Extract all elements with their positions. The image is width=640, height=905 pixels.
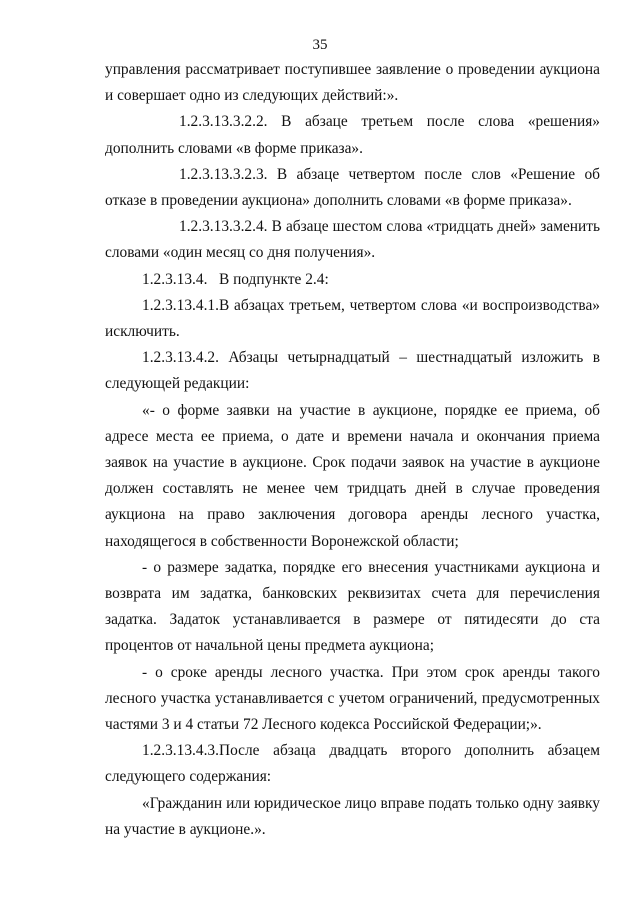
paragraph-quote-single-application: «Гражданин или юридическое лицо вправе подать только одну заявку на участие в аукционе.». — [105, 794, 600, 838]
clause-text: В абзаце четвертом после слов «Решение об отказе в проведении аукциона» дополнить словами «в форме приказа». — [105, 165, 600, 210]
paragraph-clause-13-3-2-2 — [105, 109, 600, 161]
paragraph-clause-13-3-2-3 — [105, 162, 600, 214]
paragraph-clause-13-4-1: 1.2.3.13.4.1.В абзацах третьем, четвертом слова «и воспроизводства» исключить. — [105, 296, 600, 341]
paragraph-quote-form-of-application: «- о форме заявки на участие в аукционе, порядке ее приема, об адресе места ее приема, о дате и времени начала и окончания приема заявок на участие в аукционе. Срок подачи заявок на участие в аукционе должен составлять не менее чем тридцать дней в случае проведения аукциона на право заключения договора аренды лесного участка, находящегося в собственности Воронежской области; — [105, 401, 600, 550]
paragraph-quote-deposit: - о размере задатка, порядке его внесения участниками аукциона и возврата им задатка, банковских реквизитах счета для перечисления задатка. Задаток устанавливается в размере от пятидесяти до ста процентов от начальной цены предмета аукциона; — [105, 558, 600, 655]
paragraph-clause-13-4: 1.2.3.13.4. В подпункте 2.4: — [142, 270, 329, 288]
clause-text: В абзаце третьем после слова «решения» дополнить словами «в форме приказа». — [105, 113, 600, 157]
document-body — [105, 57, 600, 843]
clause-number: 1.2.3.13.3.2.2. — [179, 113, 268, 131]
clause-number: 1.2.3.13.3.2.3. — [179, 165, 268, 183]
clause-number: 1.2.3.13.3.2.4. — [179, 218, 268, 236]
paragraph-quote-lease-term: - о сроке аренды лесного участка. При этом срок аренды такого лесного участка устанавливается с учетом ограничений, предусмотренных частями 3 и 4 статьи 72 Лесного кодекса Российской Федерации;». — [105, 663, 600, 734]
paragraph-clause-13-4-2: 1.2.3.13.4.2. Абзацы четырнадцатый – шестнадцатый изложить в следующей редакции: — [105, 349, 600, 393]
page-number: 35 — [312, 37, 328, 53]
paragraph-continuation: управления рассматривает поступившее заявление о проведении аукциона и совершает одно из следующих действий:». — [105, 61, 600, 105]
paragraph-clause-13-3-2-4 — [105, 214, 600, 266]
paragraph-clause-13-4-3: 1.2.3.13.4.3.После абзаца двадцать второго дополнить абзацем следующего содержания: — [105, 742, 600, 786]
clause-text: В абзаце шестом слова «тридцать дней» заменить словами «один месяц со дня получения». — [105, 218, 600, 262]
